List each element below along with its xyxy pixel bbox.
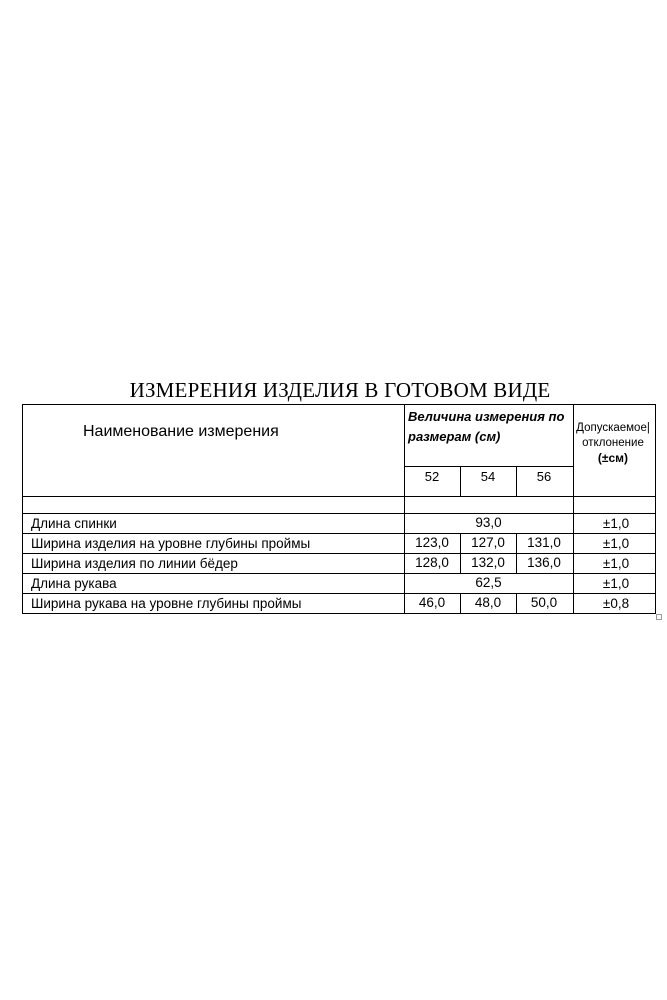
column-header-tolerance: [573, 421, 653, 466]
size-header-56: 56: [536, 469, 552, 484]
column-header-name: Наименование измерения: [83, 423, 279, 440]
row-value: 127,0: [471, 535, 505, 550]
column-header-size-group: Величина измерения по размерам (см): [408, 409, 565, 444]
table-resize-handle: [656, 614, 662, 620]
row-value: 136,0: [527, 555, 561, 570]
row-value: 132,0: [471, 555, 505, 570]
divider: [23, 593, 655, 594]
divider: [23, 513, 655, 514]
row-name: Ширина изделия по линии бёдер: [31, 556, 238, 571]
size-header-52: 52: [424, 469, 440, 484]
divider: [404, 466, 573, 467]
row-tolerance: ±1,0: [602, 516, 630, 531]
divider: [23, 533, 655, 534]
document-title: ИЗМЕРЕНИЯ ИЗДЕЛИЯ В ГОТОВОМ ВИДЕ: [129, 378, 551, 402]
row-name: Ширина изделия на уровне глубины проймы: [31, 536, 311, 551]
row-tolerance: ±0,8: [602, 596, 630, 611]
row-value: 131,0: [527, 535, 561, 550]
row-value-merged: 62,5: [475, 575, 502, 590]
row-value: 48,0: [474, 595, 502, 610]
row-tolerance: ±1,0: [602, 576, 630, 591]
row-value: 50,0: [530, 595, 558, 610]
divider: [23, 573, 655, 574]
row-value: 123,0: [415, 535, 449, 550]
tolerance-header-line: отклонение: [582, 437, 644, 449]
divider: [23, 553, 655, 554]
size-header-54: 54: [480, 469, 496, 484]
row-value: 128,0: [415, 555, 449, 570]
tolerance-header-line: (±см): [597, 451, 629, 465]
divider: [23, 496, 655, 497]
measurements-table: [22, 404, 656, 614]
row-name: Длина спинки: [31, 516, 117, 531]
row-name: Ширина рукава на уровне глубины проймы: [31, 596, 302, 611]
row-tolerance: ±1,0: [602, 536, 630, 551]
row-value: 46,0: [418, 595, 446, 610]
row-tolerance: ±1,0: [602, 556, 630, 571]
row-value-merged: 93,0: [475, 515, 502, 530]
row-name: Длина рукава: [31, 576, 117, 591]
tolerance-header-line: Допускаемое|: [576, 422, 650, 434]
